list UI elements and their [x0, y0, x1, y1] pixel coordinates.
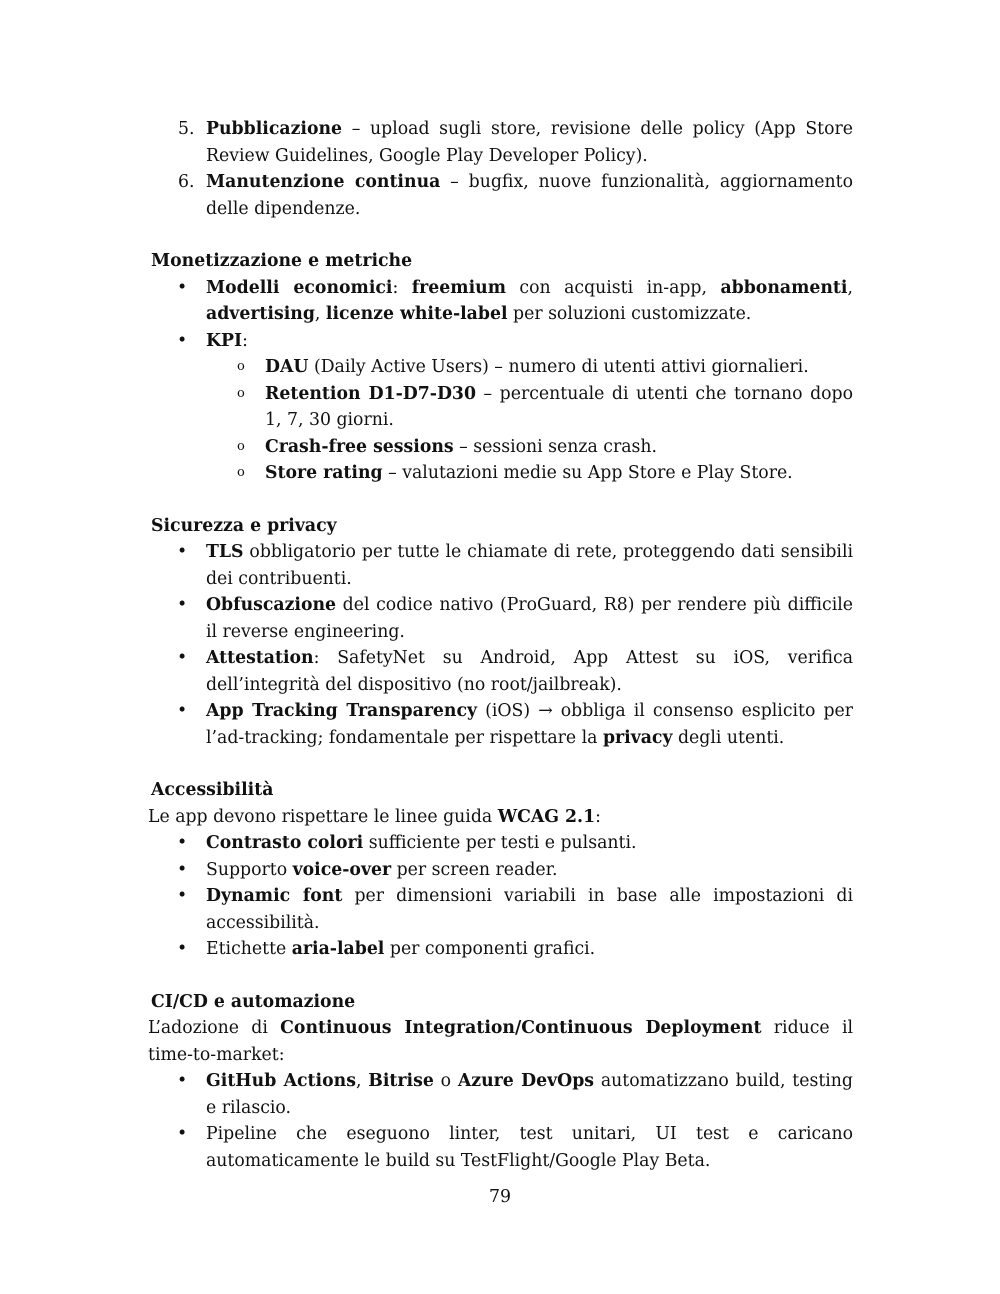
item-text: Etichette — [206, 939, 292, 959]
item-term: abbonamenti — [720, 277, 848, 298]
item-text: per componenti grafici. — [384, 939, 596, 959]
list-item — [148, 328, 853, 355]
item-term: privacy — [602, 727, 673, 748]
bullet-icon: • — [177, 833, 188, 853]
item-text: per soluzioni customizzate. — [507, 304, 752, 324]
item-text: , — [355, 1071, 369, 1091]
document-page — [148, 116, 853, 1174]
item-term: Dynamic font — [206, 886, 343, 906]
list-item — [148, 936, 853, 963]
item-text: , — [314, 304, 326, 324]
item-text: – valutazioni medie su App Store e Play Store. — [382, 463, 793, 483]
item-text: Pipeline che eseguono linter, test unitari, UI test e caricano automaticamente le build su TestFlight/Google Play Beta. — [206, 1124, 853, 1171]
item-term: TLS — [206, 542, 244, 562]
item-term: Retention D1-D7-D30 — [265, 383, 476, 404]
item-term: App Tracking Transparency — [206, 701, 478, 721]
sub-list-item — [148, 434, 853, 461]
bullet-icon: • — [177, 330, 188, 351]
item-text: del codice nativo (ProGuard, R8) per rendere più difficile il reverse engineering. — [206, 595, 853, 642]
item-text: , — [847, 277, 853, 298]
item-term: Azure DevOps — [457, 1071, 595, 1091]
list-item — [148, 698, 853, 751]
item-text: o — [433, 1071, 458, 1091]
item-term: DAU — [265, 357, 309, 377]
item-text: : — [242, 330, 248, 351]
para-text: riduce il time-to-market: — [148, 1018, 854, 1065]
item-text: obbligatorio per tutte le chiamate di rete, proteggendo dati sensibili dei contribuenti. — [206, 542, 853, 589]
item-term: Store rating — [265, 463, 383, 483]
item-term: advertising — [206, 304, 315, 324]
item-term: licenze white-label — [325, 304, 508, 324]
item-number: 6. — [178, 172, 195, 192]
bullet-icon: • — [177, 1124, 188, 1144]
item-text: degli utenti. — [672, 727, 785, 748]
numbered-list — [148, 116, 853, 222]
bullet-icon: • — [177, 648, 188, 668]
item-term: freemium — [411, 277, 506, 298]
item-text: (Daily Active Users) – numero di utenti attivi giornalieri. — [308, 357, 809, 377]
list-item — [148, 857, 853, 884]
item-term: GitHub Actions — [206, 1071, 356, 1091]
item-term: aria-label — [291, 939, 385, 959]
item-text: – upload sugli store, revisione delle policy (App Store Review Guidelines, Google Play Developer Policy). — [206, 119, 853, 166]
para-text: : — [595, 806, 601, 827]
page-number: 79 — [489, 1187, 511, 1207]
para-term: WCAG 2.1 — [497, 806, 596, 827]
item-text: con acquisti in-app, — [505, 277, 721, 298]
section-heading-security: Sicurezza e privacy — [151, 515, 337, 536]
para-text: L’adozione di — [148, 1018, 281, 1038]
item-text: (iOS) → obbliga il consenso esplicito per l’ad-tracking; fondamentale per rispettare la — [206, 701, 853, 748]
list-item — [148, 169, 853, 222]
item-term: Pubblicazione — [206, 119, 343, 139]
item-term: Attestation — [206, 648, 314, 668]
list-item — [148, 883, 853, 936]
item-number: 5. — [178, 119, 195, 139]
section-heading-cicd: CI/CD e automazione — [151, 991, 356, 1012]
item-text: Supporto — [206, 859, 293, 880]
section-heading-accessibility: Accessibilità — [151, 780, 274, 800]
bullet-icon: • — [177, 277, 188, 298]
item-term: Modelli economici — [206, 277, 393, 298]
item-text: – sessioni senza crash. — [453, 436, 658, 457]
item-term: Crash-free sessions — [265, 436, 454, 457]
bullet-icon: • — [177, 886, 188, 906]
item-term: KPI — [206, 330, 243, 351]
paragraph — [148, 1015, 853, 1068]
item-text: per dimensioni variabili in base alle impostazioni di accessibilità. — [206, 886, 853, 933]
bullet-icon: • — [177, 1071, 188, 1091]
item-term: voice-over — [292, 859, 392, 880]
sub-list-item — [148, 381, 853, 434]
section-heading-monetization: Monetizzazione e metriche — [151, 251, 413, 271]
para-term: Continuous Integration/Continuous Deployment — [280, 1018, 762, 1038]
item-term: Manutenzione continua — [206, 172, 441, 192]
item-text: automatizzano build, testing e rilascio. — [206, 1071, 853, 1118]
bullet-icon: • — [177, 701, 188, 721]
circle-bullet-icon: o — [237, 385, 245, 401]
item-text: : — [392, 277, 412, 298]
item-text: – percentuale di utenti che tornano dopo 1, 7, 30 giorni. — [265, 383, 853, 430]
list-item — [148, 645, 853, 698]
para-text: Le app devono rispettare le linee guida — [148, 806, 498, 827]
bullet-icon: • — [177, 939, 188, 959]
item-text: per screen reader. — [391, 859, 558, 880]
list-item — [148, 1068, 853, 1121]
list-item — [148, 275, 853, 328]
sub-list-item — [148, 460, 853, 487]
item-term: Contrasto colori — [206, 833, 364, 853]
item-term: Obfuscazione — [206, 595, 337, 615]
bullet-icon: • — [177, 595, 188, 615]
bullet-icon: • — [177, 859, 188, 880]
paragraph — [148, 804, 853, 831]
list-item — [148, 116, 853, 169]
item-term: Bitrise — [368, 1071, 434, 1091]
item-text: : SafetyNet su Android, App Attest su iOS, verifica dell’integrità del dispositivo (no root/jailbreak). — [206, 648, 853, 695]
circle-bullet-icon: o — [237, 359, 245, 374]
list-item — [148, 1121, 853, 1174]
list-item — [148, 592, 853, 645]
item-text: – bugfix, nuove funzionalità, aggiornamento delle dipendenze. — [206, 172, 853, 219]
circle-bullet-icon: o — [237, 438, 245, 454]
item-text: sufficiente per testi e pulsanti. — [363, 833, 637, 853]
list-item — [148, 539, 853, 592]
sub-list-item — [148, 354, 853, 381]
bullet-icon: • — [177, 542, 188, 562]
list-item — [148, 830, 853, 857]
circle-bullet-icon: o — [237, 465, 245, 480]
